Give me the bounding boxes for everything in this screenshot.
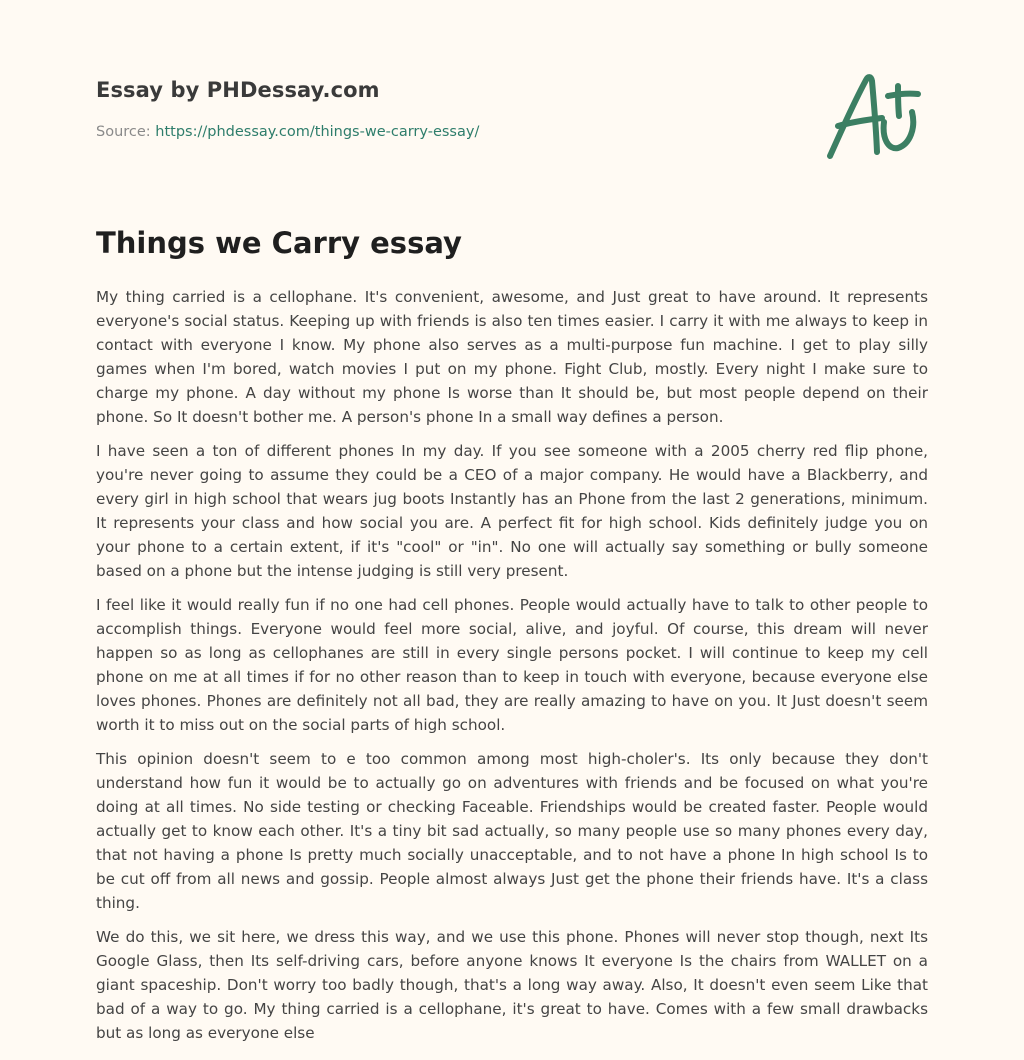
essay-paragraph: I have seen a ton of different phones In my day. If you see someone with a 2005 cherry red flip phone, you're never going to assume they could be a CEO of a major company. He would have a Blackberry, and every girl in high school that wears jug boots Instantly has an Phone from the last 2 generations, minimum. It represents your class and how social you are. A perfect fit for high school. Kids definitely judge you on your phone to a certain extent, if it's "cool" or "in". No one will actually say something or bully someone based on a phone but the intense judging is still very present.	[96, 442, 928, 580]
essay-paragraph: My thing carried is a cellophane. It's convenient, awesome, and Just great to have around. It represents everyone's social status. Keeping up with friends is also ten times easier. I carry it with me always to keep in contact with everyone I know. My phone also serves as a multi-purpose fun machine. I get to play silly games when I'm bored, watch movies I put on my phone. Fight Club, mostly. Every night I make sure to charge my phone. A day without my phone Is worse than It should be, but most people depend on their phone. So It doesn't bother me. A person's phone In a small way defines a person.	[96, 288, 928, 426]
page-header	[96, 0, 928, 200]
essay-title: Things we Carry essay	[96, 226, 462, 260]
source-link[interactable]: https://phdessay.com/things-we-carry-essay/	[155, 124, 480, 140]
a-plus-grade-icon	[824, 66, 928, 166]
essay-paragraph: This opinion doesn't seem to e too common among most high-choler's. Its only because they don't understand how fun it would be to actually go on adventures with friends and be focused on what you're doing at all times. No side testing or checking Faceable. Friendships would be created faster. People would actually get to know each other. It's a tiny bit sad actually, so many people use so many phones every day, that not having a phone Is pretty much socially unacceptable, and to not have a phone In high school Is to be cut off from all news and gossip. People almost always Just get the phone their friends have. It's a class thing.	[96, 750, 928, 912]
site-title: Essay by PHDessay.com	[96, 78, 380, 102]
essay-page	[96, 0, 928, 1042]
essay-paragraph: We do this, we sit here, we dress this way, and we use this phone. Phones will never stop though, next Its Google Glass, then Its self-driving cars, before anyone knows It everyone Is the chairs from WALLET on a giant spaceship. Don't worry too badly though, that's a long way away. Also, It doesn't even seem Like that bad of a way to go. My thing carried is a cellophane, it's great to have. Comes with a few small drawbacks but as long as everyone else	[96, 928, 928, 1042]
source-label: Source:	[96, 124, 156, 140]
source-line	[96, 124, 479, 140]
essay-body	[96, 285, 928, 1055]
essay-paragraph: I feel like it would really fun if no one had cell phones. People would actually have to talk to other people to accomplish things. Everyone would feel more social, alive, and joyful. Of course, this dream will never happen so as long as cellophanes are still in every single persons pocket. I will continue to keep my cell phone on me at all times if for no other reason than to keep in touch with everyone, because everyone else loves phones. Phones are definitely not all bad, they are really amazing to have on you. It Just doesn't seem worth it to miss out on the social parts of high school.	[96, 596, 928, 734]
